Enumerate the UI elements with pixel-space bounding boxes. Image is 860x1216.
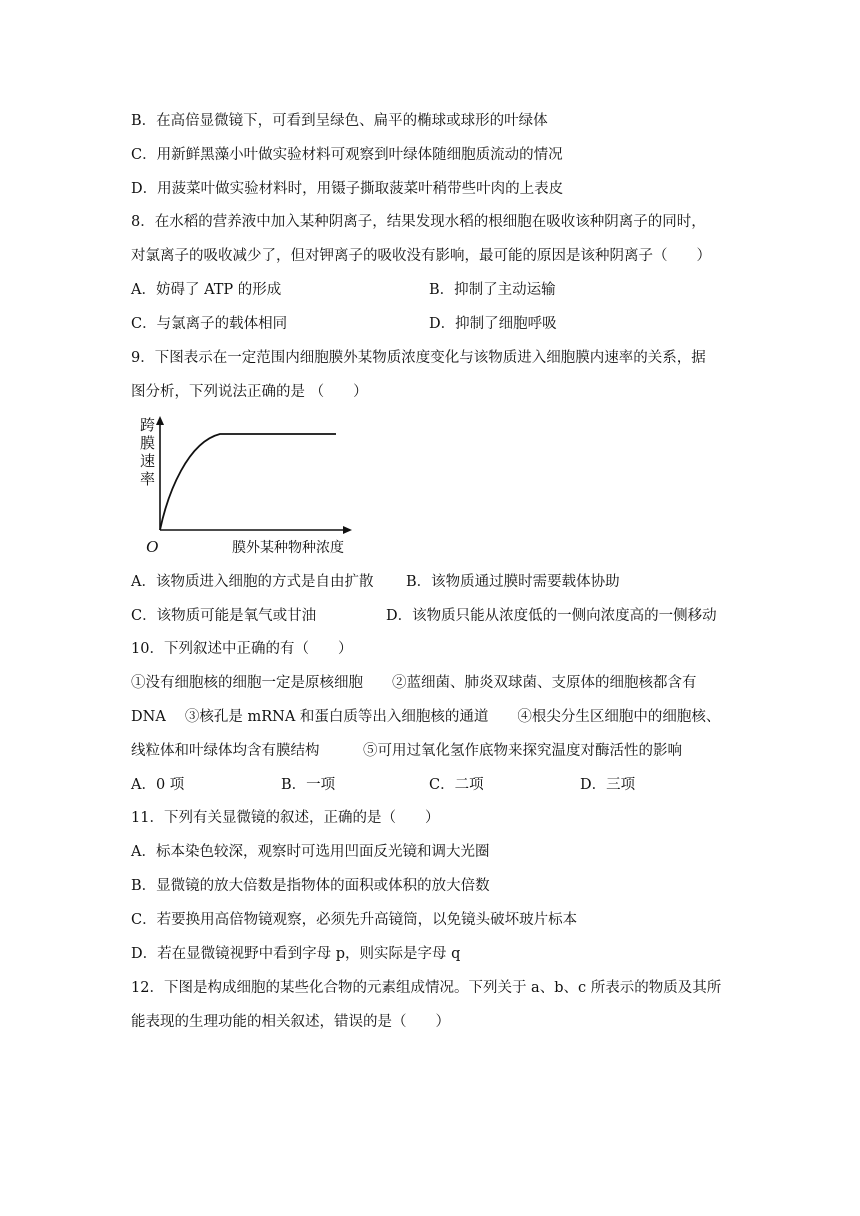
q10-stem: 10．下列叙述中正确的有（ ） bbox=[131, 641, 353, 657]
q9-option-b: B．该物质通过膜时需要载体协助 bbox=[406, 574, 620, 590]
q7-option-c: C．用新鲜黑藻小叶做实验材料可观察到叶绿体随细胞质流动的情况 bbox=[131, 147, 563, 163]
q10-option-c: C．二项 bbox=[429, 777, 484, 793]
graph-y-label-1: 跨 bbox=[140, 416, 156, 434]
q9-rate-graph bbox=[140, 412, 370, 558]
q9-option-c: C．该物质可能是氧气或甘油 bbox=[131, 608, 317, 624]
graph-y-label-2: 膜 bbox=[140, 434, 156, 452]
q12-stem-line1: 12．下图是构成细胞的某些化合物的元素组成情况。下列关于 a、b、c 所表示的物质及其所 bbox=[131, 980, 722, 996]
q10-statement-line3: 线粒体和叶绿体均含有膜结构 ⑤可用过氧化氢作底物来探究温度对酶活性的影响 bbox=[131, 743, 682, 759]
q10-option-d: D．三项 bbox=[580, 777, 636, 793]
q8-option-b: B．抑制了主动运输 bbox=[429, 282, 556, 298]
q7-option-b: B．在高倍显微镜下，可看到呈绿色、扁平的椭球或球形的叶绿体 bbox=[131, 113, 548, 129]
q8-stem-line2: 对氯离子的吸收减少了，但对钾离子的吸收没有影响，最可能的原因是该种阴离子（ ） bbox=[131, 248, 711, 264]
graph-origin: O bbox=[146, 537, 159, 556]
q10-option-a: A．0 项 bbox=[131, 777, 185, 793]
graph-y-label-4: 率 bbox=[140, 470, 156, 488]
q12-stem-line2: 能表现的生理功能的相关叙述，错误的是（ ） bbox=[131, 1014, 450, 1030]
q7-option-d: D．用菠菜叶做实验材料时，用镊子撕取菠菜叶稍带些叶肉的上表皮 bbox=[131, 181, 564, 197]
q9-stem-line1: 9．下图表示在一定范围内细胞膜外某物质浓度变化与该物质进入细胞膜内速率的关系，据 bbox=[131, 350, 706, 366]
q10-option-b: B．一项 bbox=[281, 777, 336, 793]
q11-stem: 11．下列有关显微镜的叙述，正确的是（ ） bbox=[131, 810, 440, 826]
graph-curve bbox=[160, 434, 336, 530]
q10-statement-line2: DNA ③核孔是 mRNA 和蛋白质等出入细胞核的通道 ④根尖分生区细胞中的细胞核、 bbox=[131, 709, 721, 725]
q8-option-a: A．妨碍了 ATP 的形成 bbox=[131, 282, 282, 298]
q11-option-d: D．若在显微镜视野中看到字母 p，则实际是字母 q bbox=[131, 946, 461, 962]
graph-y-arrow bbox=[156, 416, 164, 425]
q8-option-d: D．抑制了细胞呼吸 bbox=[429, 316, 557, 332]
q11-option-b: B．显微镜的放大倍数是指物体的面积或体积的放大倍数 bbox=[131, 878, 490, 894]
q9-option-d: D．该物质只能从浓度低的一侧向浓度高的一侧移动 bbox=[386, 608, 717, 624]
graph-x-arrow bbox=[343, 526, 352, 534]
graph-x-label: 膜外某种物种浓度 bbox=[232, 540, 344, 556]
q9-option-a: A．该物质进入细胞的方式是自由扩散 bbox=[131, 574, 374, 590]
graph-y-label-3: 速 bbox=[140, 452, 156, 470]
q11-option-a: A．标本染色较深，观察时可选用凹面反光镜和调大光圈 bbox=[131, 844, 490, 860]
q8-option-c: C．与氯离子的载体相同 bbox=[131, 316, 288, 332]
q8-stem-line1: 8．在水稻的营养液中加入某种阴离子，结果发现水稻的根细胞在吸收该种阴离子的同时， bbox=[131, 214, 706, 230]
q9-stem-line2: 图分析，下列说法正确的是 （ ） bbox=[131, 384, 368, 400]
q10-statement-line1: ①没有细胞核的细胞一定是原核细胞 ②蓝细菌、肺炎双球菌、支原体的细胞核都含有 bbox=[131, 675, 697, 691]
q11-option-c: C．若要换用高倍物镜观察，必须先升高镜筒，以免镜头破坏玻片标本 bbox=[131, 912, 578, 928]
